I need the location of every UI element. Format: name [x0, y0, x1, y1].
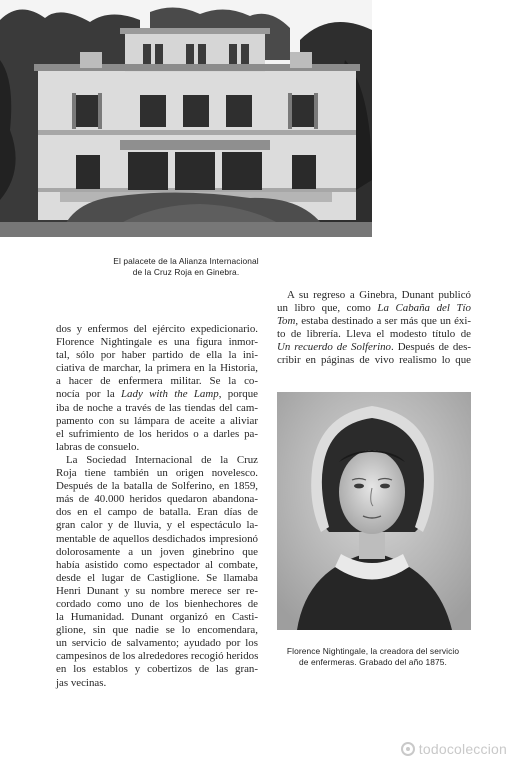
portrait-caption-line-1: Florence Nightingale, la creadora del servicio: [286, 646, 460, 656]
text-run: ciativa de marchar, la primera en la Historia,: [56, 362, 258, 375]
text-run: gran calor y de lluvia, y el espectáculo la-: [56, 519, 258, 532]
text-line: [56, 388, 258, 401]
palace-caption: [56, 256, 316, 278]
text-line: [56, 572, 258, 585]
portrait-caption: [262, 646, 484, 668]
text-run: dolorosamente a un joven ginebrino que: [56, 545, 258, 558]
text-line: [277, 341, 471, 354]
text-line: [56, 677, 258, 690]
text-run: cordado como uno de los bienhechores de: [56, 597, 258, 610]
italic-title: La Cabaña del Tío: [377, 302, 471, 315]
text-run: Después de la batalla de Solferino, en 1859,: [56, 480, 258, 493]
text-run: iba de noche a través de las tiendas del cam-: [56, 401, 258, 414]
text-line: [56, 598, 258, 611]
palace-photo: [0, 0, 372, 237]
text-run: tal, sólo por haber partido de ella la ini-: [56, 349, 258, 362]
text-line: [277, 315, 471, 328]
text-run: dos en el campo de batalla. Eran días de: [56, 506, 258, 519]
text-run: a hacer de enfermera militar. Se la co-: [56, 375, 258, 388]
text-line: [56, 415, 258, 428]
text-run: mentable de aquellos desdichados impresionó: [56, 532, 258, 545]
text-run: más de 40.000 heridos quedaron abandona-: [56, 493, 258, 506]
text-run: cribir en páginas de vivo realismo lo que: [277, 354, 471, 367]
text-run: desde el lugar de Castiglione. Se llamaba: [56, 571, 258, 584]
text-run: A su regreso a Ginebra, Dunant publicó: [287, 289, 471, 301]
text-line: [56, 506, 258, 519]
text-run: un libro que, como: [277, 302, 378, 315]
palace-caption-line-1: El palacete de la Alianza Internacional: [113, 256, 259, 266]
palace-caption-line-2: de la Cruz Roja en Ginebra.: [132, 267, 240, 277]
text-line: [56, 533, 258, 546]
text-line: [56, 663, 258, 676]
text-run: dos y enfermos del ejército expedicionario.: [56, 323, 258, 335]
text-line: [56, 611, 258, 624]
watermark-text: todocoleccion: [418, 741, 507, 757]
portrait-photo: [277, 392, 471, 630]
left-column-text: [56, 323, 258, 690]
text-line: [56, 336, 258, 349]
text-line: [56, 467, 258, 480]
text-run: , porque: [218, 388, 259, 401]
italic-title: Tom: [277, 315, 296, 328]
text-line: [56, 428, 258, 441]
text-run: campesinos de los alrededores recogió heridos: [56, 650, 259, 663]
portrait-caption-line-2: de enfermeras. Grabado del año 1875.: [299, 657, 447, 667]
watermark-logo-icon: [401, 742, 415, 756]
text-line: [56, 585, 258, 598]
text-line: [56, 650, 258, 663]
text-run: jas vecinas.: [56, 676, 107, 689]
text-run: to de librería. Lleva el modesto título de: [277, 328, 471, 341]
text-line: [56, 362, 258, 375]
text-run: había asistido como espectador al combate,: [56, 558, 258, 571]
text-line: [56, 519, 258, 532]
text-line: [56, 349, 258, 362]
text-run: en los establos y cobertizos de las gran-: [56, 663, 258, 676]
italic-title: Lady with the Lamp: [121, 388, 219, 401]
text-run: Florence Nightingale es una figura inmor-: [56, 336, 258, 349]
text-line: [277, 289, 471, 302]
text-line: [277, 354, 471, 367]
text-run: Henri Dunant y su nombre merece ser re-: [56, 584, 258, 597]
text-line: [56, 480, 258, 493]
text-run: La Sociedad Internacional de la Cruz: [66, 453, 258, 466]
text-run: , estaba destinado a ser más que un éxi-: [295, 315, 471, 328]
text-line: [56, 375, 258, 388]
text-line: [56, 493, 258, 506]
text-run: Roja tiene también un origen novelesco.: [56, 467, 258, 480]
text-line: [56, 559, 258, 572]
text-line: [277, 328, 471, 341]
watermark: [401, 741, 507, 757]
italic-title: Un recuerdo de Solferino: [277, 341, 391, 354]
text-run: nocía por la: [56, 388, 121, 401]
text-line: [56, 323, 258, 336]
text-run: labras de consuelo.: [56, 440, 140, 453]
text-line: [56, 402, 258, 415]
text-line: [56, 624, 258, 637]
text-run: glione, sin que nadie se lo encomendara,: [56, 624, 258, 637]
text-line: [277, 302, 471, 315]
text-line: [56, 441, 258, 454]
text-run: la Humanidad. Dunant organizó en Casti-: [56, 611, 258, 624]
text-line: [56, 637, 258, 650]
right-column-text: [277, 289, 471, 368]
text-run: . Después de des-: [390, 341, 471, 354]
text-run: el sufrimiento de los heridos o a darles pa-: [56, 427, 258, 440]
text-run: un servicio de salvamento; ayudado por los: [56, 637, 258, 650]
text-run: pamento con su lámpara de aceite a aliviar: [56, 414, 258, 427]
text-line: [56, 546, 258, 559]
text-line: [56, 454, 258, 467]
